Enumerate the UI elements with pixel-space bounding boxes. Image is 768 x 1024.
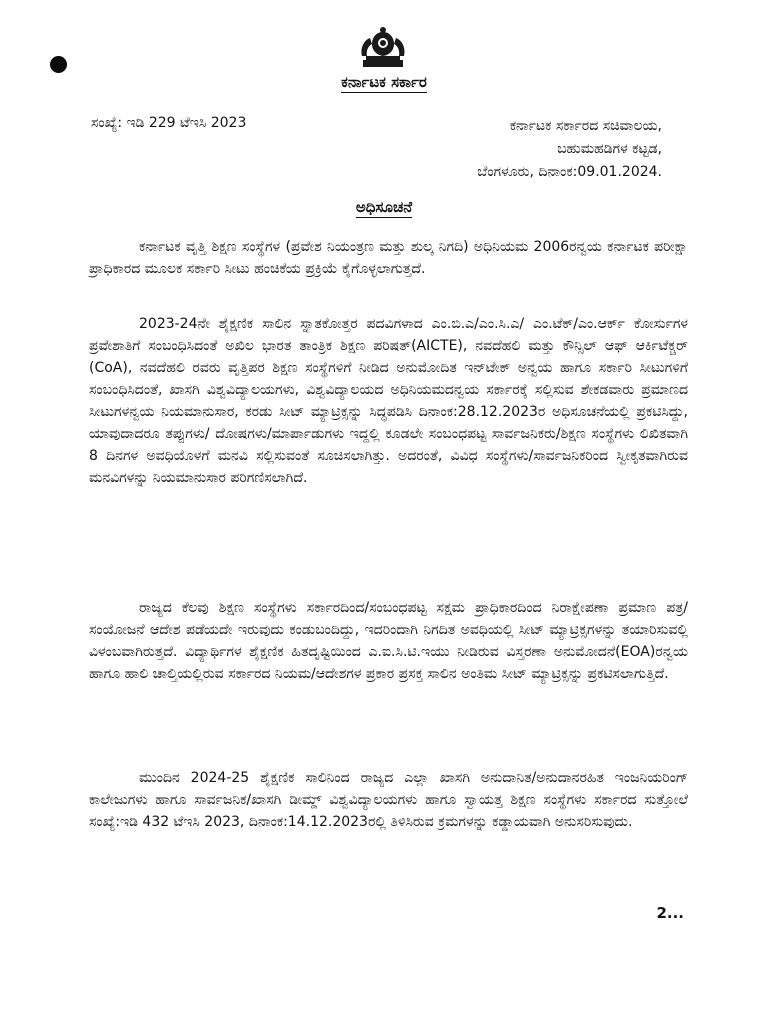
government-name-text: ಕರ್ನಾಟಕ ಸರ್ಕಾರ: [341, 73, 427, 91]
office-address: [477, 115, 662, 184]
order-number: ಸಂಖ್ಯೆ: ಇಡಿ 229 ಟೆಇಸಿ 2023: [91, 115, 247, 131]
karnataka-emblem-icon: [358, 26, 408, 70]
punch-hole-mark: [50, 56, 67, 73]
paragraph-3: ರಾಜ್ಯದ ಕೆಲವು ಶಿಕ್ಷಣ ಸಂಸ್ಥೆಗಳು ಸರ್ಕಾರದಿಂದ/ಸಂಬಂಧಪಟ್ಟ ಸಕ್ಷಮ ಪ್ರಾಧಿಕಾರದಿಂದ ನಿರಾಕ್ಷೇಪಣಾ ಪ್ರಮಾಣ ಪತ್ರ/ ಸಂಯೋಜನೆ ಆದೇಶ ಪಡೆಯದೇ ಇರುವುದು ಕಂಡುಬಂದಿದ್ದು, ಇದರಿಂದಾಗಿ ನಿಗದಿತ ಅವಧಿಯಲ್ಲಿ ಸೀಟ್ ಮ್ಯಾಟ್ರಿಕ್ಸಗಳನ್ನು ತಯಾರಿಸುವಲ್ಲಿ ವಿಳಂಬವಾಗಿರುತ್ತದೆ. ವಿದ್ಯಾರ್ಥಿಗಳ ಶೈಕ್ಷಣಿಕ ಹಿತದೃಷ್ಟಿಯಿಂದ ಎ.ಐ.ಸಿ.ಟಿ.ಇಯು ನೀಡಿರುವ ವಿಸ್ತರಣಾ ಅನುಮೋದನೆ(EOA)ರನ್ವಯ ಹಾಗೂ ಹಾಲಿ ಚಾಲ್ತಿಯಲ್ಲಿರುವ ಸರ್ಕಾರದ ನಿಯಮ/ಆದೇಶಗಳ ಪ್ರಕಾರ ಪ್ರಸಕ್ತ ಸಾಲಿನ ಅಂತಿಮ ಸೀಟ್ ಮ್ಯಾಟ್ರಿಕ್ಸನ್ನು ಪ್ರಕಟಿಸಲಾಗುತ್ತಿದೆ.: [89, 600, 688, 682]
page-number: 2...: [656, 904, 684, 922]
notice-title: [0, 198, 768, 216]
office-line-2: ಬಹುಮಹಡಿಗಳ ಕಟ್ಟಡ,: [557, 141, 662, 157]
paragraph-4: ಮುಂದಿನ 2024-25 ಶೈಕ್ಷಣಿಕ ಸಾಲಿನಿಂದ ರಾಜ್ಯದ ಎಲ್ಲಾ ಖಾಸಗಿ ಅನುದಾನಿತ/ಅನುದಾನರಹಿತ ಇಂಜನಿಯರಿಂಗ್ ಕಾಲೇಜುಗಳು ಹಾಗೂ ಸಾರ್ವಜನಿಕ/ಖಾಸಗಿ ಡೀಮ್ಡ್ ವಿಶ್ವವಿದ್ಯಾಲಯಗಳು ಹಾಗೂ ಸ್ವಾಯತ್ತ ಶಿಕ್ಷಣ ಸಂಸ್ಥೆಗಳು ಸರ್ಕಾರದ ಸುತ್ತೋಲೆ ಸಂಖ್ಯೆ:ಇಡಿ 432 ಟೆಇಸಿ 2023, ದಿನಾಂಕ:14.12.2023ರಲ್ಲಿ ತಿಳಿಸಿರುವ ಕ್ರಮಗಳನ್ನು ಕಡ್ಡಾಯವಾಗಿ ಅನುಸರಿಸುವುದು.: [89, 770, 688, 830]
government-name: [0, 73, 768, 91]
notice-title-text: ಅಧಿಸೂಚನೆ: [355, 198, 413, 216]
paragraph-1: ಕರ್ನಾಟಕ ವೃತ್ತಿ ಶಿಕ್ಷಣ ಸಂಸ್ಥೆಗಳ (ಪ್ರವೇಶ ನಿಯಂತ್ರಣ ಮತ್ತು ಶುಲ್ಕ ನಿಗದಿ) ಅಧಿನಿಯಮ 2006ರನ್ವಯ ಕರ್ನಾಟಕ ಪರೀಕ್ಷಾ ಪ್ರಾಧಿಕಾರದ ಮೂಲಕ ಸರ್ಕಾರಿ ಸೀಟು ಹಂಚಿಕೆಯ ಪ್ರಕ್ರಿಯೆ ಕೈಗೊಳ್ಳಲಾಗುತ್ತದೆ.: [89, 239, 688, 277]
paragraph-2: 2023-24ನೇ ಶೈಕ್ಷಣಿಕ ಸಾಲಿನ ಸ್ನಾತಕೋತ್ತರ ಪದವಿಗಳಾದ ಎಂ.ಬಿ.ಎ/ಎಂ.ಸಿ.ಎ/ ಎಂ.ಟೆಕ್/ಎಂ.ಆರ್ಕ್ ಕೋರ್ಸುಗಳ ಪ್ರವೇಶಾತಿಗೆ ಸಂಬಂಧಿಸಿದಂತೆ ಅಖಿಲ ಭಾರತ ತಾಂತ್ರಿಕ ಶಿಕ್ಷಣ ಪರಿಷತ್(AICTE), ನವದೆಹಲಿ ಮತ್ತು ಕೌನ್ಸಿಲ್ ಆಫ್ ಆರ್ಕಿಟೆಕ್ಚರ್ (CoA), ನವದೆಹಲಿ ರವರು ವೃತ್ತಿಪರ ಶಿಕ್ಷಣ ಸಂಸ್ಥೆಗಳಿಗೆ ನೀಡಿದ ಅನುಮೋದಿತ ಇನ್‌ಟೇಕ್ ಅನ್ವಯ ಹಾಗೂ ಸರ್ಕಾರಿ ಸೀಟುಗಳಿಗೆ ಸಂಬಂಧಿಸಿದಂತೆ, ಖಾಸಗಿ ವಿಶ್ವವಿದ್ಯಾಲಯಗಳು, ವಿಶ್ವವಿದ್ಯಾಲಯದ ಅಧಿನಿಯಮದನ್ವಯ ಸರ್ಕಾರಕ್ಕೆ ಸಲ್ಲಿಸುವ ಶೇಕಡವಾರು ಪ್ರಮಾಣದ ಸೀಟುಗಳನ್ವಯ ನಿಯಮಾನುಸಾರ, ಕರಡು ಸೀಟ್ ಮ್ಯಾಟ್ರಿಕ್ಸನ್ನು ಸಿದ್ಧಪಡಿಸಿ ದಿನಾಂಕ:28.12.2023ರ ಅಧಿಸೂಚನೆಯಲ್ಲಿ ಪ್ರಕಟಿಸಿದ್ದು, ಯಾವುದಾದರೂ ತಪ್ಪುಗಳು/ ದೋಷಗಳು/ಮಾರ್ಪಾಡುಗಳು ಇದ್ದಲ್ಲಿ ಕೂಡಲೇ ಸಂಬಂಧಪಟ್ಟ ಸಾರ್ವಜನಿಕರು/ಶಿಕ್ಷಣ ಸಂಸ್ಥೆಗಳು ಲಿಖಿತವಾಗಿ 8 ದಿನಗಳ ಅವಧಿಯೊಳಗೆ ಮನವಿ ಸಲ್ಲಿಸುವಂತೆ ಸೂಚಿಸಲಾಗಿತ್ತು. ಅದರಂತೆ, ವಿವಿಧ ಸಂಸ್ಥೆಗಳು/ಸಾರ್ವಜನಿಕರಿಂದ ಸ್ವೀಕೃತವಾಗಿರುವ ಮನವಿಗಳನ್ನು ನಿಯಮಾನುಸಾರ ಪರಿಗಣಿಸಲಾಗಿದೆ.: [89, 316, 688, 486]
office-line-1: ಕರ್ನಾಟಕ ಸರ್ಕಾರದ ಸಚಿವಾಲಯ,: [509, 118, 662, 134]
office-date: ಬೆಂಗಳೂರು, ದಿನಾಂಕ:09.01.2024.: [477, 164, 662, 180]
